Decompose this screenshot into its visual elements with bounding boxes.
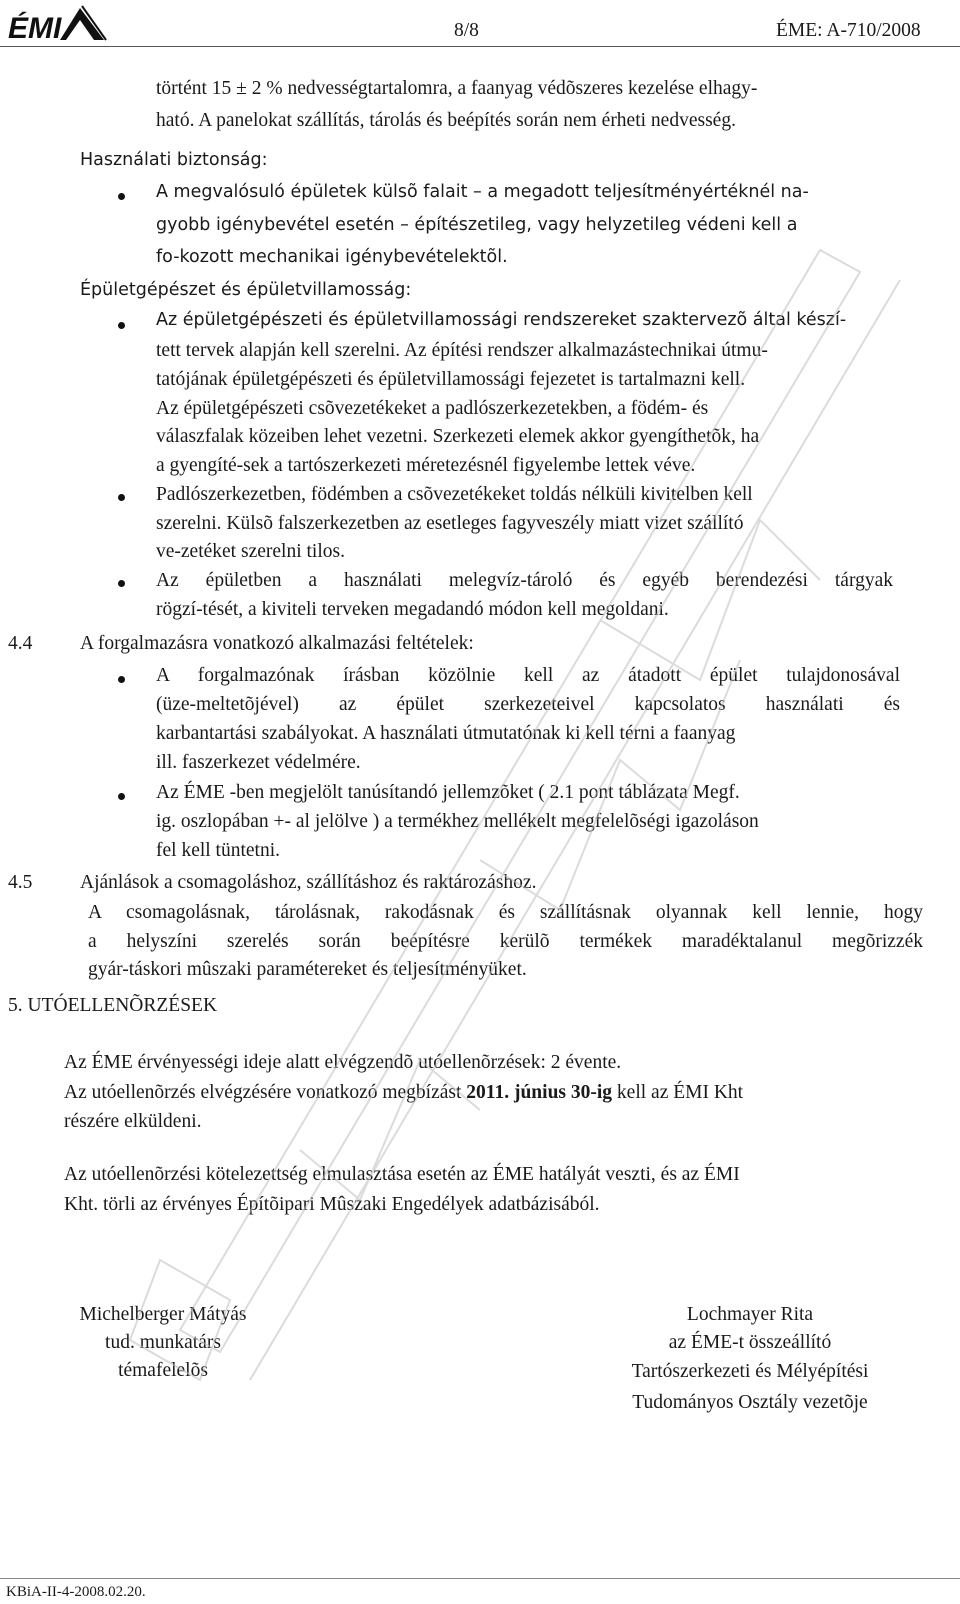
footer-code: KBiA-II-4-2008.02.20. bbox=[6, 1584, 146, 1600]
text-line: Az épületgépészeti és épületvillamossági rendszereket szaktervezõ által készí- bbox=[156, 310, 847, 330]
text-line: fo-kozott mechanikai igénybevételektõl. bbox=[156, 247, 508, 267]
bullet-icon bbox=[118, 580, 125, 587]
signature-left-function: témafelelõs bbox=[118, 1360, 208, 1381]
text-line: gyobb igénybevétel esetén – építészetileg, vagy helyzetileg védeni kell a bbox=[156, 215, 798, 235]
document-id: ÉME: A-710/2008 bbox=[776, 20, 921, 41]
text-line: ig. oszlopában +- al jelölve ) a termékhez mellékelt megfelelõségi igazoláson bbox=[156, 811, 759, 832]
section-title-4-4: A forgalmazásra vonatkozó alkalmazási feltételek: bbox=[80, 633, 474, 654]
signature-left-role: tud. munkatárs bbox=[105, 1332, 221, 1353]
signature-left-name: Michelberger Mátyás bbox=[79, 1304, 247, 1325]
text-line-deadline bbox=[64, 1082, 743, 1104]
deadline-date: 2011. június 30-ig bbox=[466, 1082, 613, 1103]
signature-right-role: az ÉME-t összeállító bbox=[668, 1332, 832, 1353]
text-line: A forgalmazónak írásban közölnie kell az átadott épület tulajdonosával bbox=[156, 665, 900, 686]
text-line: tatójának épületgépészeti és épületvillamossági fejezetet is tartalmazni kell. bbox=[156, 369, 746, 390]
subheading-safety: Használati biztonság: bbox=[80, 150, 268, 170]
bullet-icon bbox=[118, 494, 125, 501]
text-line: Az épületgépészeti csõvezetékeket a padlószerkezetekben, a födém- és bbox=[156, 398, 709, 419]
section-title-4-5: Ajánlások a csomagoláshoz, szállításhoz és raktározáshoz. bbox=[80, 872, 537, 893]
section-title-5: 5. UTÓELLENÕRZÉSEK bbox=[8, 995, 218, 1016]
text-line: a helyszíni szerelés során beépítésre kerülõ termékek maradéktalanul megõrizzék bbox=[88, 931, 923, 952]
text-line: tett tervek alapján kell szerelni. Az építési rendszer alkalmazástechnikai útmu- bbox=[156, 340, 768, 361]
svg-text:ÉMI: ÉMI bbox=[8, 12, 62, 44]
text-line: ill. faszerkezet védelmére. bbox=[156, 752, 361, 773]
text-line: karbantartási szabályokat. A használati útmutatónak ki kell térni a faanyag bbox=[156, 723, 736, 744]
text-line: részére elküldeni. bbox=[64, 1111, 202, 1132]
footer-rule bbox=[0, 1578, 960, 1579]
text-line: ható. A panelokat szállítás, tárolás és beépítés során nem érheti nedvesség. bbox=[156, 110, 736, 131]
text-line: Az ÉME -ben megjelölt tanúsítandó jellemzõket ( 2.1 pont táblázata Megf. bbox=[156, 782, 740, 803]
text-line: Az ÉME érvényességi ideje alatt elvégzendõ utóellenõrzések: 2 évente. bbox=[64, 1052, 622, 1073]
section-number-4-4: 4.4 bbox=[8, 633, 33, 654]
section-number-4-5: 4.5 bbox=[8, 872, 33, 893]
text-line: válaszfalak közeiben lehet vezetni. Szerkezeti elemek akkor gyengíthetõk, ha bbox=[156, 426, 760, 447]
text-line: (üze-meltetõjével) az épület szerkezeteivel kapcsolatos használati és bbox=[156, 694, 900, 715]
header-rule bbox=[0, 46, 960, 47]
signature-right-department: Tartószerkezeti és Mélyépítési bbox=[631, 1361, 869, 1382]
text-line: rögzí-tését, a kiviteli terveken megadandó módon kell megoldani. bbox=[156, 599, 669, 620]
bullet-icon bbox=[118, 676, 125, 683]
bullet-icon bbox=[118, 793, 125, 800]
text-line: Az épületben a használati melegvíz-tároló és egyéb berendezési tárgyak bbox=[156, 570, 893, 591]
text-line: a gyengíté-sek a tartószerkezeti méretezésnél figyelembe lettek véve. bbox=[156, 455, 696, 476]
signature-right-title: Tudományos Osztály vezetõje bbox=[632, 1392, 868, 1413]
emi-logo bbox=[8, 4, 108, 44]
bullet-icon bbox=[118, 322, 125, 329]
page-number: 8/8 bbox=[454, 20, 479, 41]
text-line: Kht. törli az érvényes Építõipari Mûszaki Engedélyek adatbázisából. bbox=[64, 1194, 600, 1215]
text-line: Az utóellenõrzési kötelezettség elmulasztása esetén az ÉME hatályát veszti, és az ÉMI bbox=[64, 1164, 740, 1185]
text-line: gyár-táskori mûszaki paramétereket és teljesítményüket. bbox=[88, 959, 527, 980]
text-line: szerelni. Külsõ falszerkezetben az esetleges fagyveszély miatt vizet szállító bbox=[156, 513, 744, 534]
subheading-building-services: Épületgépészet és épületvillamosság: bbox=[80, 280, 412, 300]
signature-right-name: Lochmayer Rita bbox=[686, 1304, 814, 1325]
text-line: történt 15 ± 2 % nedvességtartalomra, a faanyag védõszeres kezelése elhagy- bbox=[156, 78, 758, 99]
deadline-suffix: kell az ÉMI Kht bbox=[612, 1082, 744, 1103]
text-line: fel kell tüntetni. bbox=[156, 840, 281, 861]
text-line: Padlószerkezetben, födémben a csõvezetékeket toldás nélküli kivitelben kell bbox=[156, 484, 753, 505]
text-line: ve-zetéket szerelni tilos. bbox=[156, 541, 345, 562]
text-line: A megvalósuló épületek külsõ falait – a megadott teljesítményértéknél na- bbox=[156, 182, 809, 202]
bullet-icon bbox=[118, 193, 125, 200]
text-line: A csomagolásnak, tárolásnak, rakodásnak és szállításnak olyannak kell lennie, hogy bbox=[88, 902, 923, 923]
deadline-prefix: Az utóellenõrzés elvégzésére vonatkozó megbízást bbox=[64, 1082, 467, 1103]
